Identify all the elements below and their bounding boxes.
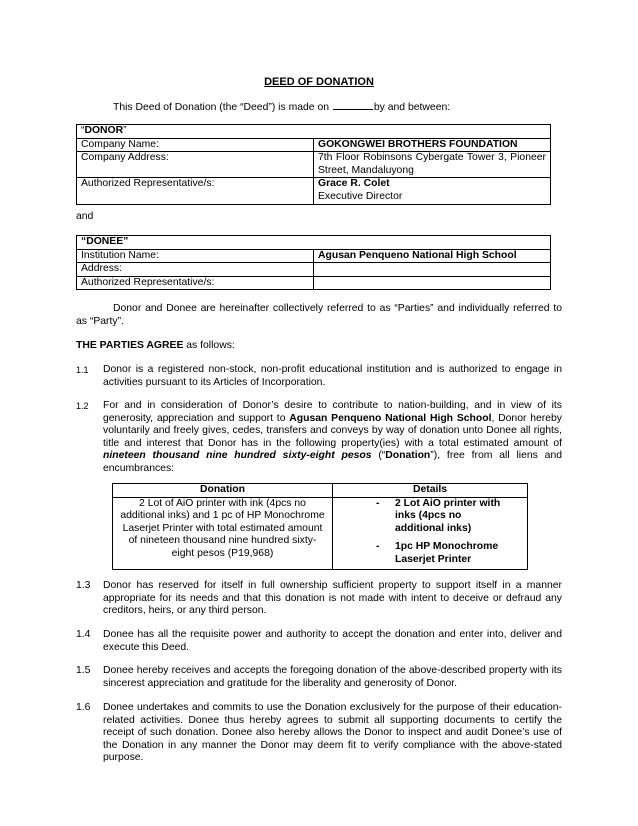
row-label: Address:: [77, 263, 314, 277]
row-label: Institution Name:: [77, 249, 314, 263]
donation-column-header: Donation: [113, 484, 333, 498]
institution-name-value: Agusan Penqueno National High School: [314, 249, 551, 263]
company-name-value: GOKONGWEI BROTHERS FOUNDATION: [314, 138, 551, 152]
intro-text-after: by and between:: [373, 102, 451, 113]
row-label: Authorized Representative/s:: [77, 276, 314, 290]
company-address-value: 7th Floor Robinsons Cybergate Tower 3, Pioneer Street, Mandaluyong: [314, 152, 551, 178]
details-column-header: Details: [333, 484, 528, 498]
clause-text: For and in consideration of Donor’s desire to contribute to nation-building, and in view of its generosity, appreciation and support to Agusan Penqueno National High School, Donor hereby voluntarily and freely gives, cedes, transfers and conveys by way of donation unto Donee all rights, title and interest that Donor has in the following property(ies) with a total estimated amount of nineteen thousand nine hundred sixty-eight pesos (“Donation”), free from all liens and encumbrances:: [103, 400, 563, 474]
donor-table: [76, 124, 551, 205]
donee-table: [76, 235, 551, 290]
clause-text: Donor is a registered non-stock, non-profit educational institution and is authorized to engage in activities pursuant to its Articles of Incorporation.: [103, 364, 562, 388]
date-blank: [333, 100, 373, 110]
clause-text: Donee undertakes and commits to use the Donation exclusively for the purpose of their education-related activities. Donee thus hereby agrees to submit all supporting documents to certify the receipt of such donation. Donee also hereby allows the Donor to inspect and audit Donee’s use of the Donation in any manner the Donor may deem fit to verify compliance with the above-stated purpose.: [103, 702, 562, 764]
intro-line: [113, 100, 450, 115]
document-title: DEED OF DONATION: [264, 76, 374, 88]
donee-row-institution: [77, 249, 551, 263]
donation-table: [112, 483, 528, 570]
row-label: Company Address:: [77, 152, 314, 178]
clause-number: 1.4: [76, 629, 91, 640]
donor-row-company-name: [77, 138, 551, 152]
donee-address-value: [314, 263, 551, 277]
donee-representative-value: [314, 276, 551, 290]
detail-item-aio-printer: - 2 Lot AiO printer with inks (4pcs no additional inks): [376, 497, 501, 534]
representative-name: Grace R. Colet: [318, 178, 390, 190]
details-cell: [333, 497, 528, 569]
school-name: Agusan Penqueno National High School: [289, 412, 492, 424]
donor-row-company-address: [77, 152, 551, 178]
clause-number: 1.2: [76, 401, 89, 411]
intro-text-before: This Deed of Donation (the “Deed”) is made on: [113, 102, 332, 113]
clause-text: Donor has reserved for itself in full ownership sufficient property to support itself in a manner appropriate for its needs and that this donation is not made with intent to deceive or defraud any creditors, heirs, or any third person.: [103, 580, 562, 617]
clause-text: Donee has all the requisite power and authority to accept the donation and enter into, deliver and execute this Deed.: [103, 629, 562, 653]
donee-row-address: [77, 263, 551, 277]
clause-number: 1.6: [76, 702, 91, 713]
donation-description-cell: 2 Lot of AiO printer with ink (4pcs no additional inks) and 1 pc of HP Monochrome Laserjet Printer with total estimated amount of nineteen thousand nine hundred sixty- eight pesos (P19,968): [113, 497, 333, 569]
donor-heading: “DONOR”: [77, 125, 551, 139]
clause-number: 1.5: [76, 665, 91, 676]
detail-item-hp-laserjet: - 1pc HP Monochrome Laserjet Printer: [376, 541, 499, 565]
donee-row-representative: [77, 276, 551, 290]
representative-value: [314, 178, 551, 204]
row-label: Company Name:: [77, 138, 314, 152]
row-label: Authorized Representative/s:: [77, 178, 314, 204]
and-text: and: [76, 211, 94, 222]
donee-heading: “DONEE”: [77, 236, 551, 250]
clause-number: 1.3: [76, 580, 91, 591]
parties-agree-heading: THE PARTIES AGREE as follows:: [76, 340, 235, 351]
amount-in-words: nineteen thousand nine hundred sixty-eight pesos: [103, 450, 372, 462]
donor-row-representative: [77, 178, 551, 204]
parties-paragraph: Donor and Donee are hereinafter collectively referred to as “Parties” and individually referred to as “Party”.: [76, 303, 562, 327]
clause-text: Donee hereby receives and accepts the foregoing donation of the above-described property with its sincerest appreciation and gratitude for the liberality and generosity of Donor.: [103, 665, 562, 689]
clause-number: 1.1: [76, 365, 89, 375]
representative-title: Executive Director: [318, 190, 403, 202]
